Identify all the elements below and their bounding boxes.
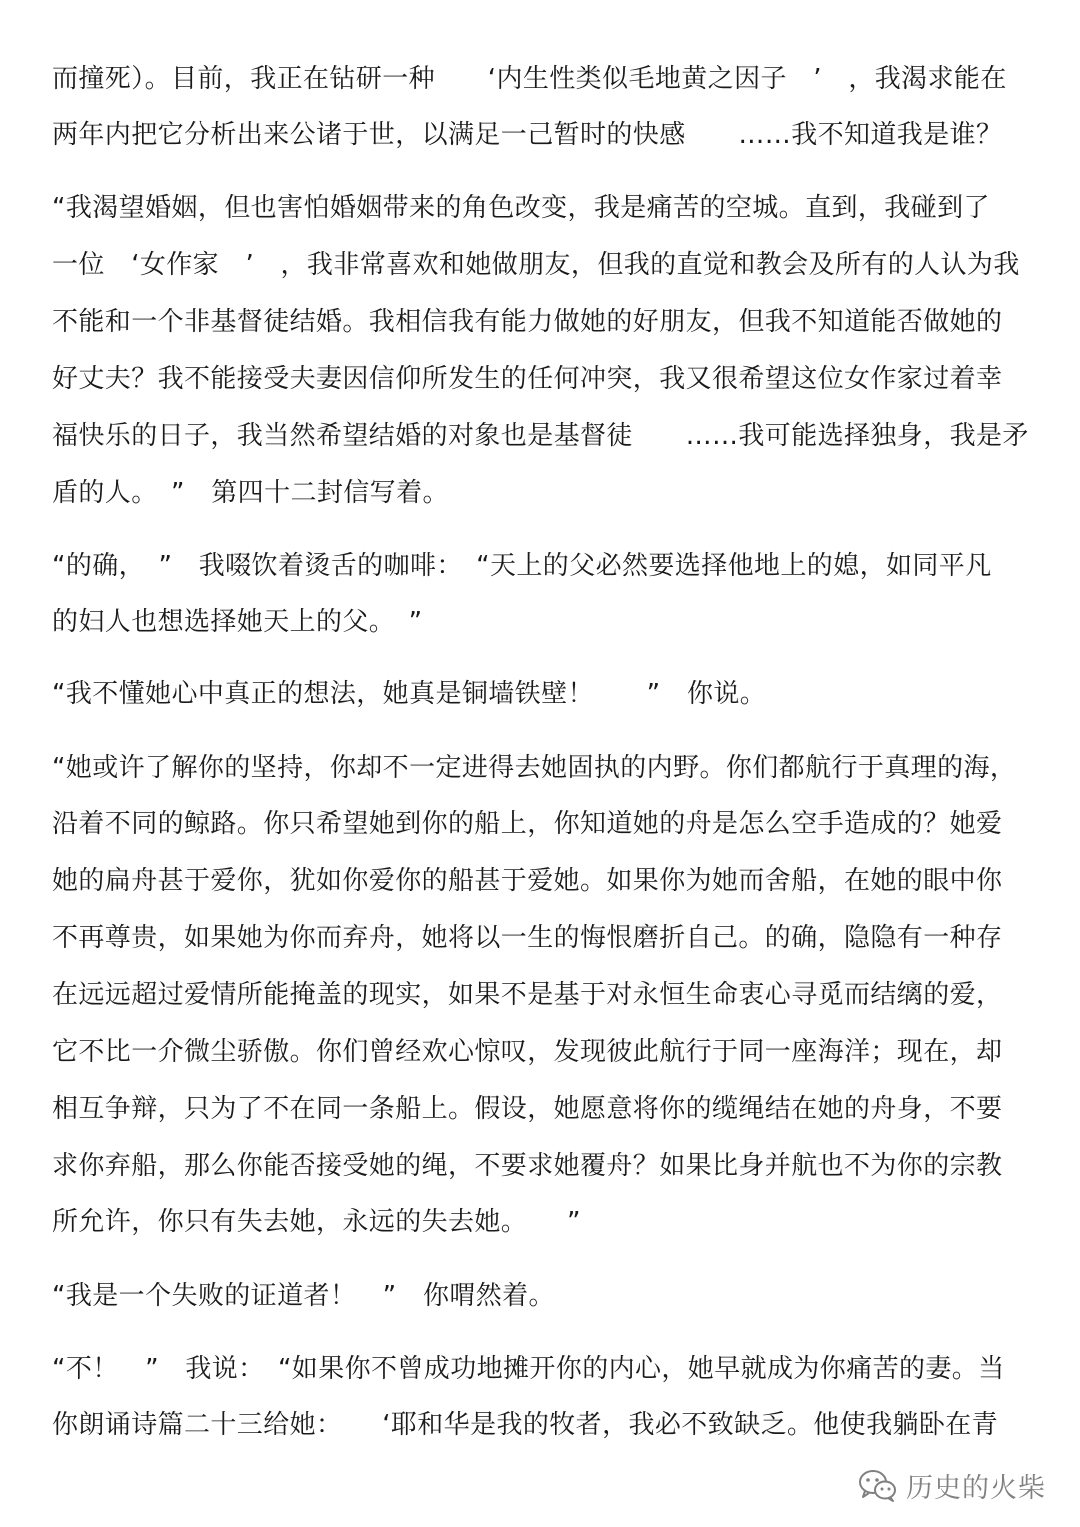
text-line: 的妇人也想选择她天上的父。 ”: [52, 607, 423, 637]
text-line: “我不懂她心中真正的想法，她真是铜墙铁壁！ ” 你说。: [52, 679, 767, 709]
text-line: 她的扁舟甚于爱你，犹如你爱你的船甚于爱她。如果你为她而舍船，在她的眼中你: [52, 866, 1003, 896]
watermark: [858, 1466, 1046, 1505]
watermark-text: 历史的火柴: [906, 1473, 1046, 1504]
text-line: 它不比一介微尘骄傲。你们曾经欢心惊叹，发现彼此航行于同一座海洋；现在，却: [52, 1037, 1003, 1067]
text-line: 不能和一个非基督徒结婚。我相信我有能力做她的好朋友，但我不知道能否做她的: [52, 307, 1003, 337]
text-line: 求你弃船，那么你能否接受她的绳，不要求她覆舟？如果比身并航也不为你的宗教: [52, 1151, 1003, 1181]
wechat-icon: [858, 1469, 898, 1503]
text-line: “不！ ” 我说： “如果你不曾成功地摊开你的内心，她早就成为你痛苦的妻。当: [52, 1354, 1005, 1384]
text-line: 你朗诵诗篇二十三给她： ‘耶和华是我的牧者，我必不致缺乏。他使我躺卧在青: [52, 1410, 999, 1440]
text-line: 一位 ‘女作家 ’ ，我非常喜欢和她做朋友，但我的直觉和教会及所有的人认为我: [52, 250, 1020, 280]
text-line: “我是一个失败的证道者！ ” 你喟然着。: [52, 1281, 555, 1311]
text-line: 所允许，你只有失去她，永远的失去她。 ”: [52, 1207, 581, 1237]
text-line: 两年内把它分析出来公诸于世，以满足一己暂时的快感 ……我不知道我是谁？: [52, 120, 1003, 150]
text-line: “我渴望婚姻，但也害怕婚姻带来的角色改变，我是痛苦的空城。直到，我碰到了: [52, 193, 990, 223]
text-line: 好丈夫？我不能接受夫妻因信仰所发生的任何冲突，我又很希望这位女作家过着幸: [52, 364, 1003, 394]
text-line: “的确， ” 我啜饮着烫舌的咖啡： “天上的父必然要选择他地上的媳，如同平凡: [52, 551, 992, 581]
text-line: 沿着不同的鲸路。你只希望她到你的船上，你知道她的舟是怎么空手造成的？她爱: [52, 809, 1003, 839]
text-line: 而撞死）。目前，我正在钻研一种 ‘内生性类似毛地黄之因子 ’ ，我渴求能在: [52, 64, 1007, 94]
text-line: 不再尊贵，如果她为你而弃舟，她将以一生的悔恨磨折自己。的确，隐隐有一种存: [52, 923, 1003, 953]
text-line: 在远远超过爱情所能掩盖的现实，如果不是基于对永恒生命衷心寻觅而结缡的爱，: [52, 980, 1003, 1010]
text-line: 相互争辩，只为了不在同一条船上。假设，她愿意将你的缆绳结在她的舟身，不要: [52, 1094, 1003, 1124]
text-line: 福快乐的日子，我当然希望结婚的对象也是基督徒 ……我可能选择独身，我是矛: [52, 421, 1029, 451]
text-line: 盾的人。 ” 第四十二封信写着。: [52, 478, 449, 508]
text-line: “她或许了解你的坚持，你却不一定进得去她固执的内野。你们都航行于真理的海，: [52, 753, 1017, 783]
